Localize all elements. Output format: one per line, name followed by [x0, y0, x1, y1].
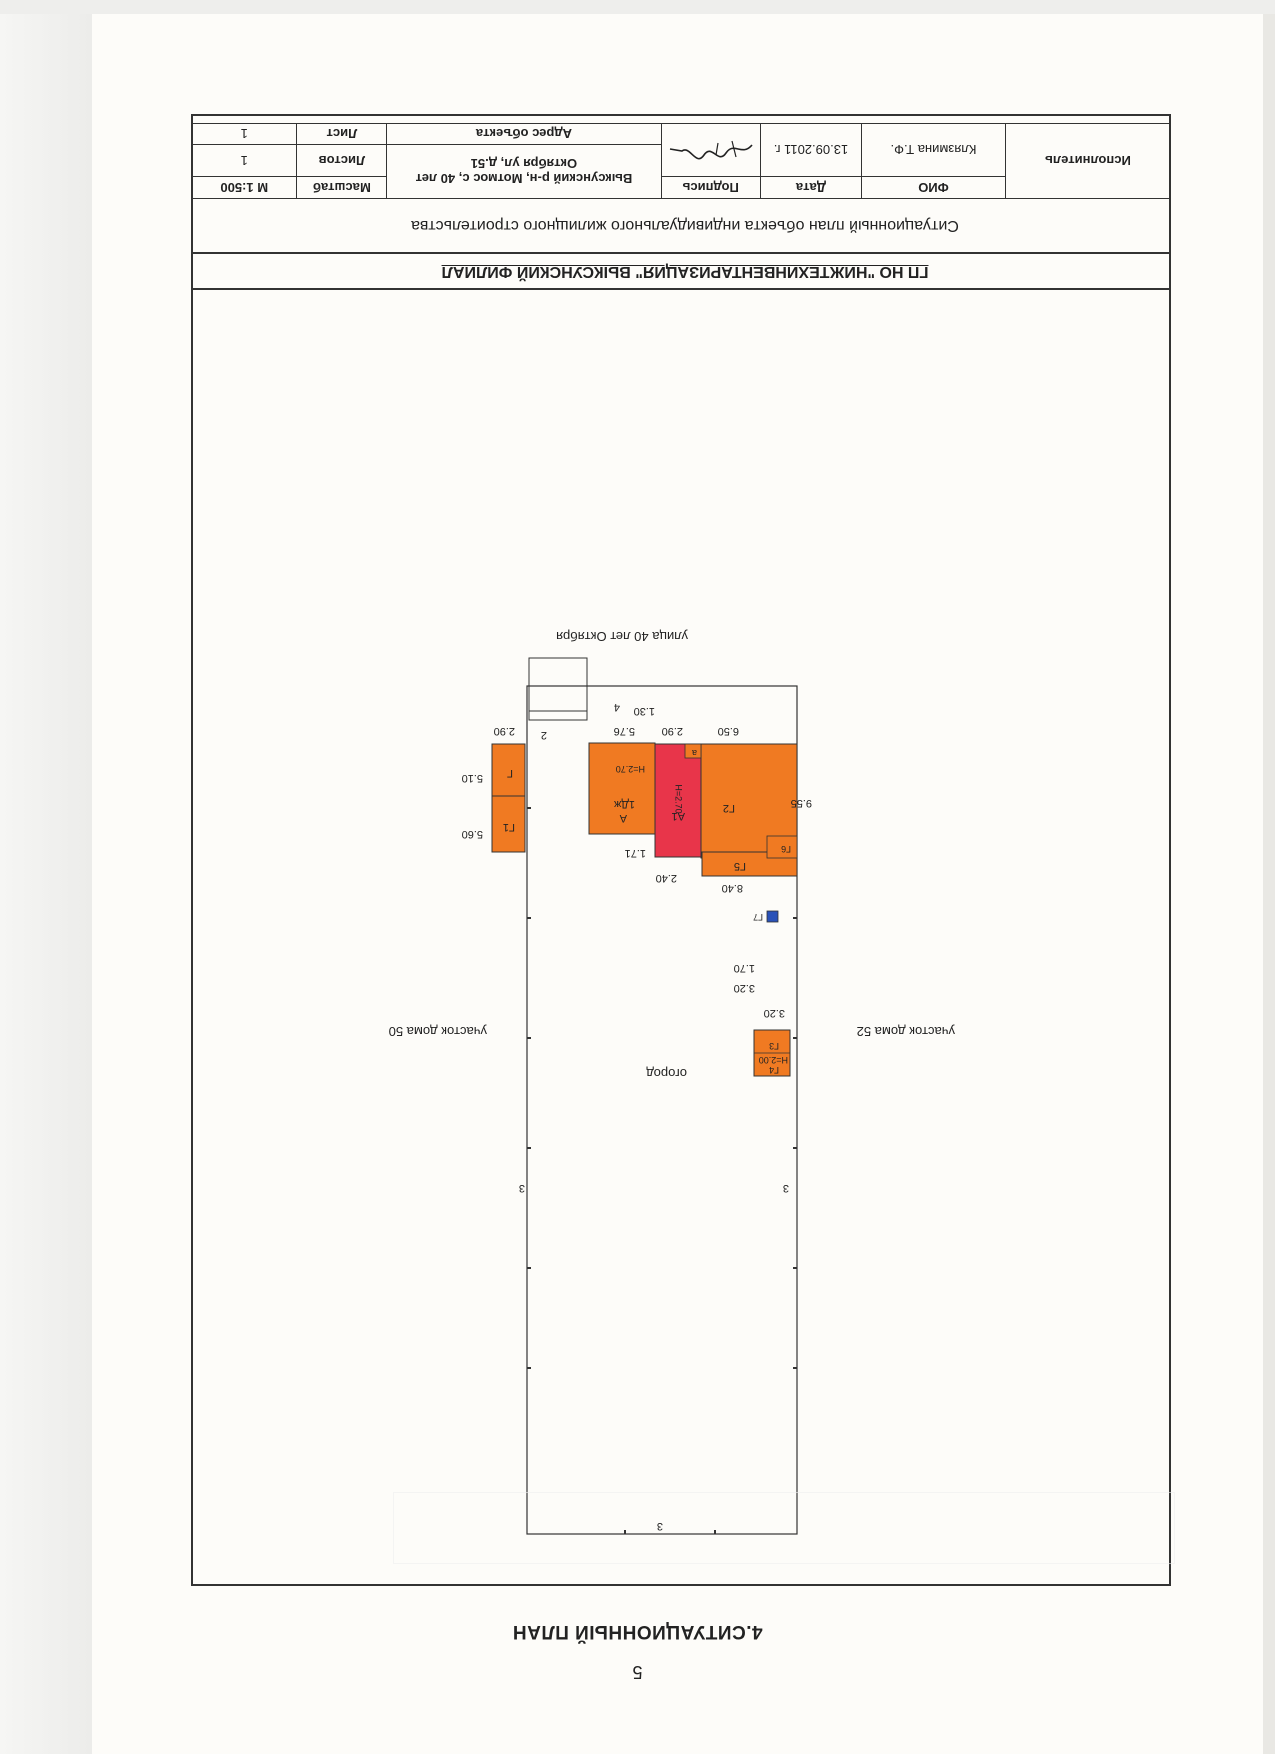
fio-label: ФИО	[862, 177, 1005, 199]
street-label: улица 40 лет Октября	[556, 629, 688, 644]
sheets-value: 1	[192, 145, 297, 177]
well-G7	[767, 911, 778, 922]
dim-5-60: 5.60	[461, 828, 483, 840]
scan-bleedthrough	[393, 1492, 1175, 1564]
fence-3-left: 3	[782, 1182, 789, 1194]
sheet-value: 1	[192, 124, 297, 145]
organization-name: ГП НО "НИЖТЕХИНВЕНТАРИЗАЦИЯ" ВЫКСУНСКИЙ ФИЛИАЛ	[441, 263, 929, 280]
fence-3-right: 3	[518, 1182, 525, 1194]
document-title: Ситуационный план объекта индивидуального жилищного строительства	[411, 217, 959, 234]
signature-label: Подпись	[661, 177, 760, 199]
fence-3-bottom: 3	[656, 1520, 663, 1532]
building-A1-height: Н=2.70	[673, 784, 684, 814]
dim-2-40: 2.40	[655, 872, 677, 884]
building-G5-label: Г5	[733, 860, 746, 872]
building-A1-label: А1	[671, 810, 685, 822]
building-G2-label: Г2	[722, 802, 735, 814]
fence-4: 4	[613, 701, 620, 713]
dim-1-71: 1.71	[624, 847, 646, 859]
building-G6-label: Г6	[781, 844, 791, 854]
building-a-label: а	[691, 748, 697, 758]
building-A-label: А	[619, 812, 627, 824]
dim-5-76: 5.76	[613, 725, 635, 737]
sheets-label: Листов	[297, 145, 387, 177]
dim-1-70: 1.70	[733, 962, 755, 974]
building-G4-height: Н=2.00	[758, 1055, 788, 1065]
dim-3-20-a: 3.20	[733, 982, 755, 994]
neighbor-plot-52: участок дома 52	[856, 1024, 955, 1039]
dim-3-20-b: 3.20	[763, 1007, 785, 1019]
building-G-label: Г	[507, 767, 513, 779]
dim-2-90-mid: 2.90	[661, 725, 683, 737]
address-value: Выксунский р-н, Мотмос с, 40 лет Октября ул, д.51	[387, 145, 661, 199]
dim-2-90-left: 2.90	[493, 725, 515, 737]
building-A-height: Н=2.70	[615, 764, 645, 774]
neighbor-plot-50: участок дома 50	[388, 1024, 487, 1039]
fence-2: 2	[540, 729, 547, 741]
well-G7-label: Г7	[753, 912, 763, 922]
building-G3-label: Г3	[769, 1041, 779, 1051]
executor-label: Исполнитель	[1005, 124, 1170, 199]
sheet-label: Лист	[297, 124, 387, 145]
fio-value: Клязмина Т.Ф.	[862, 124, 1005, 177]
dim-6-50: 6.50	[717, 725, 739, 737]
building-A-floors: 1Дж	[614, 798, 635, 810]
date-label: Дата	[760, 177, 862, 199]
dim-9-55: 9.55	[790, 797, 812, 809]
scale-label: Масштаб	[297, 177, 387, 199]
section-title: 4.СИТУАЦИОННЫЙ ПЛАН	[512, 1621, 763, 1642]
dim-1-30: 1.30	[633, 705, 655, 717]
dim-5-10: 5.10	[461, 772, 483, 784]
building-G4-label: Г4	[769, 1065, 779, 1075]
page-number: 5	[632, 1662, 643, 1682]
scale-value: М 1:500	[192, 177, 297, 199]
building-G1-label: Г1	[502, 821, 515, 833]
garden-label: огород	[646, 1066, 687, 1081]
date-value: 13.09.2011 г.	[760, 124, 862, 177]
dim-8-40: 8.40	[721, 882, 743, 894]
address-label: Адрес объекта	[387, 124, 661, 145]
